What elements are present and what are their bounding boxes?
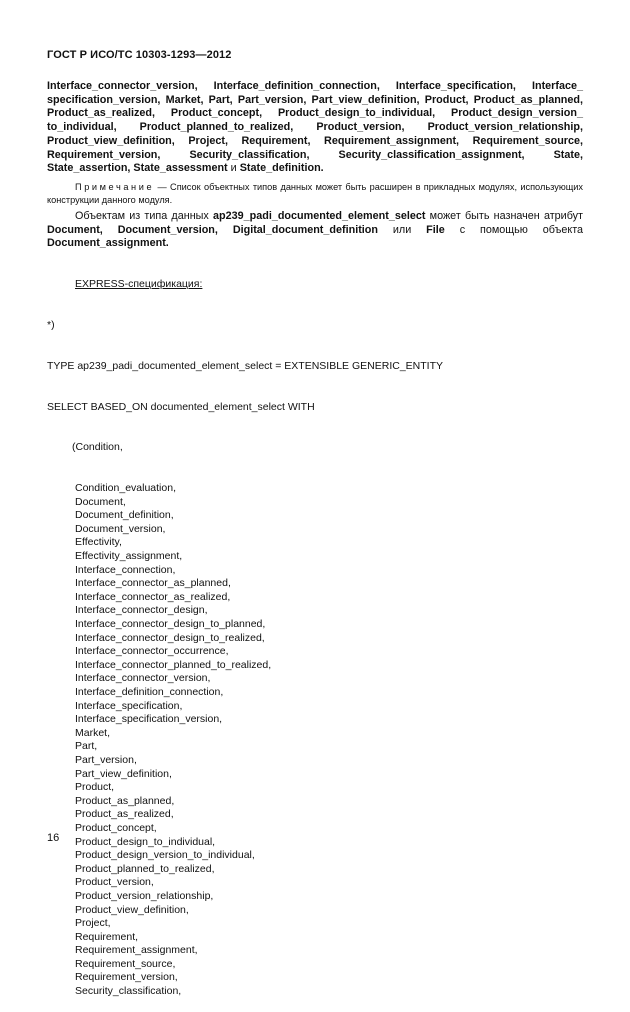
- select-item: Requirement_assignment,: [75, 944, 198, 957]
- assign-text-3: или: [392, 223, 412, 236]
- select-item: Interface_connector_occurrence,: [75, 645, 229, 658]
- select-item: Requirement_version,: [75, 971, 178, 984]
- select-item: Product_version,: [75, 876, 154, 889]
- select-item: Product_view_definition,: [75, 903, 189, 916]
- document-header: ГОСТ Р ИСО/ТС 10303-1293—2012: [47, 49, 232, 61]
- select-item: Interface_connection,: [75, 563, 176, 576]
- select-declaration: SELECT BASED_ON documented_element_select WITH: [47, 400, 315, 413]
- select-item: Interface_connector_version,: [75, 672, 211, 685]
- select-item-list: [47, 482, 587, 999]
- attr-document: Document,: [47, 223, 103, 236]
- select-item: Interface_connector_as_realized,: [75, 590, 231, 603]
- select-item: Document,: [75, 495, 126, 508]
- select-item: Product_as_realized,: [75, 808, 174, 821]
- select-item: Document_definition,: [75, 509, 174, 522]
- select-item: Market,: [75, 726, 111, 739]
- assign-text-2: может быть назначен атрибут: [429, 210, 583, 222]
- select-item: Effectivity,: [75, 536, 122, 549]
- assignment-paragraph: [47, 210, 583, 251]
- page-number: 16: [47, 832, 60, 844]
- entity-list-end-1: State_assessment: [133, 162, 228, 175]
- select-item: Product_concept,: [75, 821, 157, 834]
- assign-text-4: с помощью объекта: [459, 223, 584, 236]
- select-item: Effectivity_assignment,: [75, 550, 183, 563]
- select-item: Interface_connector_design_to_realized,: [75, 631, 265, 644]
- select-item: Interface_connector_design,: [75, 604, 208, 617]
- attr-file: File: [426, 223, 445, 236]
- select-item: Interface_definition_connection,: [75, 686, 224, 698]
- select-type-name: ap239_padi_documented_element_select: [213, 210, 426, 222]
- select-item: Part_version,: [75, 753, 137, 766]
- select-item: Product_design_version_to_individual,: [75, 849, 255, 862]
- attr-document-version: Document_version,: [117, 223, 218, 236]
- select-item: Product_design_to_individual,: [75, 835, 216, 848]
- select-item: Product,: [75, 781, 115, 794]
- note-label: Примечание: [75, 182, 155, 192]
- assign-text-1: Объектам из типа данных: [75, 210, 209, 222]
- select-item: Requirement_source,: [75, 957, 176, 970]
- select-item: Interface_connector_design_to_planned,: [75, 618, 266, 631]
- select-item: Interface_specification_version,: [75, 713, 223, 726]
- select-item: Part_view_definition,: [75, 767, 172, 780]
- assignment-object: Document_assignment.: [47, 237, 169, 250]
- express-spec-label: EXPRESS-спецификация:: [75, 278, 203, 291]
- entity-list-paragraph: [47, 80, 583, 176]
- select-item: Document_version,: [75, 522, 166, 535]
- select-item: Product_as_planned,: [75, 794, 175, 807]
- select-item: Project,: [75, 917, 111, 930]
- express-code-block: [47, 251, 587, 1012]
- select-item: Condition_evaluation,: [75, 482, 176, 495]
- select-item: Product_version_relationship,: [75, 889, 214, 902]
- comment-close: *): [47, 318, 55, 331]
- select-item: Product_planned_to_realized,: [75, 862, 215, 875]
- select-item: Security_classification,: [75, 985, 182, 998]
- select-item: Interface_connector_planned_to_realized,: [75, 658, 272, 671]
- entity-list-text: Interface_connector_version, Interface_definition_connection, Interface_specification, Interface_ specification_version, Market, Part, Part_version, Part_view_definition, Product, Product_as_planned, Product_as_realized, Product_concept, Product_design_to_individual, Product_design_version_ to_individual, Product_planned_to_realized, Product_version, Product_version_relationship, Product_view_definition, Project, Requirement, Requirement_assignment, Requirement_source, Requirement_version, Security_classification, Security_classification_assignment, State, State_assertion,: [47, 80, 583, 175]
- type-declaration: TYPE ap239_padi_documented_element_select = EXTENSIBLE GENERIC_ENTITY: [47, 359, 443, 372]
- note-paragraph: [47, 181, 583, 207]
- select-item: Interface_specification,: [75, 699, 183, 712]
- select-item: Part,: [75, 740, 98, 753]
- attr-digital-document-definition: Digital_document_definition: [232, 223, 378, 236]
- note-text: — Список объектных типов данных может быть расширен в прикладных модулях, использующих конструкции данного модуля.: [47, 182, 583, 205]
- select-first-item: (Condition,: [72, 441, 123, 454]
- entity-list-end-2: State_definition.: [239, 162, 324, 175]
- select-item: Requirement,: [75, 930, 139, 943]
- entity-list-conjunction: и: [230, 162, 237, 175]
- select-item: Interface_connector_as_planned,: [75, 577, 231, 590]
